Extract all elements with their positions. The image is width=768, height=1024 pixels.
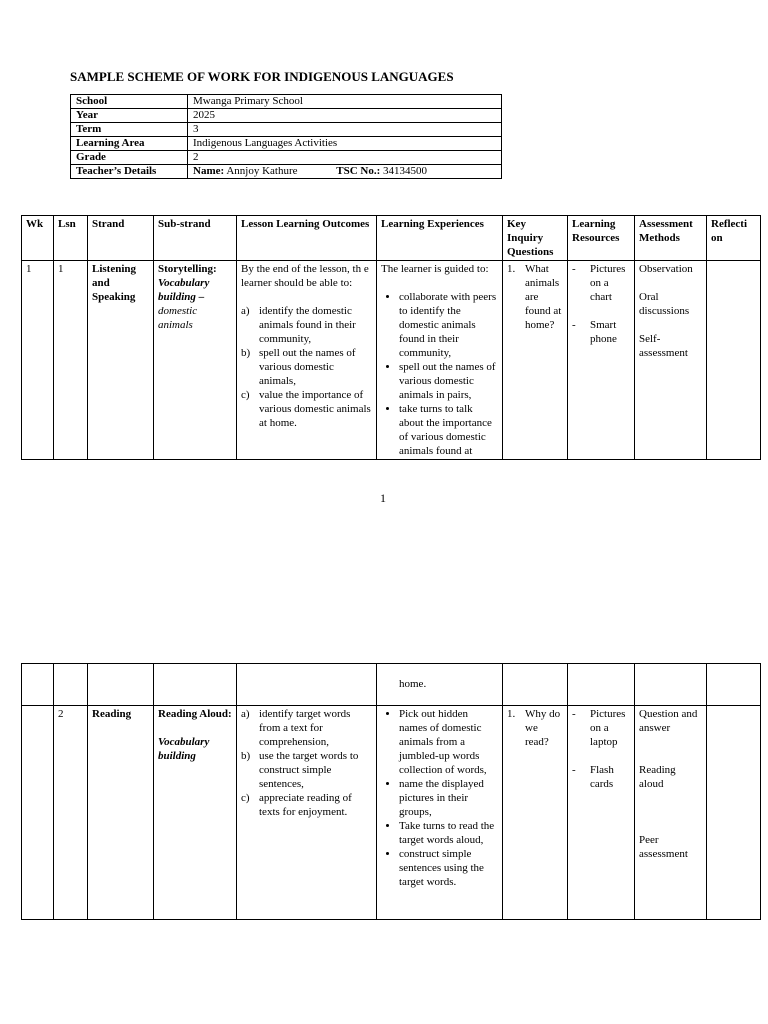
assessment-item: Self-assessment [639,333,688,359]
scheme-table-page2 [21,663,761,920]
lesson-cell: 1 [54,261,88,460]
lesson-cell: 2 [54,706,88,920]
outcome-item: a) identify the domestic animals found in their community, [241,305,356,345]
outcomes-cell [237,261,377,460]
experiences-intro: The learner is guided to: [381,263,489,275]
outcomes-intro: By the end of the lesson, th e learner should be able to: [241,263,369,289]
experience-item: • Pick out hidden names of domestic animals from a jumbled-up words collection of words, [399,707,498,777]
header-outcomes: Lesson Learning Outcomes [237,216,377,261]
experiences-cell [377,261,503,460]
reflection-cell [707,706,761,920]
continuation-row [22,664,761,706]
header-row [22,216,761,261]
reflection-cell [707,261,761,460]
assessment-item: Peer assessment [639,834,688,860]
substrand-topic: Vocabulary building [158,277,210,303]
outcome-item: c) appreciate reading of texts for enjoyment. [241,792,352,818]
experience-item: • name the displayed pictures in their groups, [399,777,498,819]
experience-item: • take turns to talk about the importance of various domestic animals found at [399,402,498,458]
term-row [71,123,502,137]
resources-cell [568,706,635,920]
week-cell: 1 [22,261,54,460]
header-reflection: Reflecti on [707,216,761,261]
year-row [71,109,502,123]
strand-cell: Listening and Speaking [88,261,154,460]
term-label: Term [71,123,188,137]
tsc-number: 34134500 [383,165,428,177]
experience-item: • collaborate with peers to identify the domestic animals found in their community, [399,290,498,360]
grade-label: Grade [71,151,188,165]
assessment-cell [635,261,707,460]
header-substrand: Sub-strand [154,216,237,261]
school-label: School [71,95,188,109]
grade-row [71,151,502,165]
grade-value: 2 [188,151,502,165]
header-wk: Wk [22,216,54,261]
tsc-label: TSC No.: [336,165,381,177]
resources-list [572,262,630,346]
substrand-cell [154,706,237,920]
experiences-list [381,290,498,458]
inquiry-cell [503,261,568,460]
week-cell [22,706,54,920]
assessment-item: Question and answer [639,708,698,734]
substrand-dash: – [195,291,205,303]
assessment-item: Observation [639,263,693,275]
experience-continuation: home. [399,678,427,690]
outcomes-list [241,304,372,430]
experiences-list [381,707,498,889]
resources-list [572,707,630,791]
experience-item: • Take turns to read the target words aloud, [399,819,498,847]
substrand-title: Reading Aloud: [158,708,232,720]
school-row [71,95,502,109]
teacher-row [71,165,502,179]
resource-item: - Pictures on a laptop [572,708,626,748]
name-label: Name: [193,165,225,177]
inquiry-list [507,262,563,332]
outcomes-list [241,707,372,819]
resource-item: - Pictures on a chart [572,263,626,303]
teacher-details [188,165,502,179]
header-resources: Learning Resources [568,216,635,261]
outcomes-cell [237,706,377,920]
inquiry-item: 1. Why do we read? [507,708,561,748]
term-value: 3 [188,123,502,137]
outcome-item: c) value the importance of various domestic animals at home. [241,389,371,429]
header-assessment: Assessment Methods [635,216,707,261]
assessment-item: Oral discussions [639,291,690,317]
teacher-label: Teacher’s Details [71,165,188,179]
learning-area-label: Learning Area [71,137,188,151]
substrand-topic: Vocabulary building [158,736,210,762]
lesson-row-2 [22,706,761,920]
experience-item: • construct simple sentences using the target words. [399,847,498,889]
substrand-subtopic: domestic animals [158,305,198,331]
outcome-item: b) spell out the names of various domestic animals, [241,347,356,387]
page-number: 1 [380,491,386,505]
inquiry-list [507,707,563,749]
substrand-title: Storytelling: [158,263,217,275]
scheme-table-page1 [21,215,761,460]
header-strand: Strand [88,216,154,261]
document-title: SAMPLE SCHEME OF WORK FOR INDIGENOUS LANGUAGES [70,69,454,84]
experiences-cell [377,706,503,920]
year-label: Year [71,109,188,123]
header-experiences: Learning Experiences [377,216,503,261]
outcome-item: b) use the target words to construct simple sentences, [241,750,359,790]
school-info-table [70,94,502,179]
resource-item: - Smart phone [572,319,617,345]
header-inquiry: Key Inquiry Questions [503,216,568,261]
inquiry-cell [503,706,568,920]
substrand-cell [154,261,237,460]
assessment-item: Reading aloud [639,764,676,790]
header-lsn: Lsn [54,216,88,261]
strand-cell: Reading [88,706,154,920]
teacher-name: Annjoy Kathure [226,165,298,177]
lesson-row-1 [22,261,761,460]
school-value: Mwanga Primary School [188,95,502,109]
inquiry-item: 1. What animals are found at home? [507,263,562,331]
learning-area-row [71,137,502,151]
outcome-item: a) identify target words from a text for comprehension, [241,708,351,748]
experience-item: • spell out the names of various domestic animals in pairs, [399,360,498,402]
resources-cell [568,261,635,460]
assessment-cell [635,706,707,920]
learning-area-value: Indigenous Languages Activities [188,137,502,151]
resource-item: - Flash cards [572,764,614,790]
year-value: 2025 [188,109,502,123]
